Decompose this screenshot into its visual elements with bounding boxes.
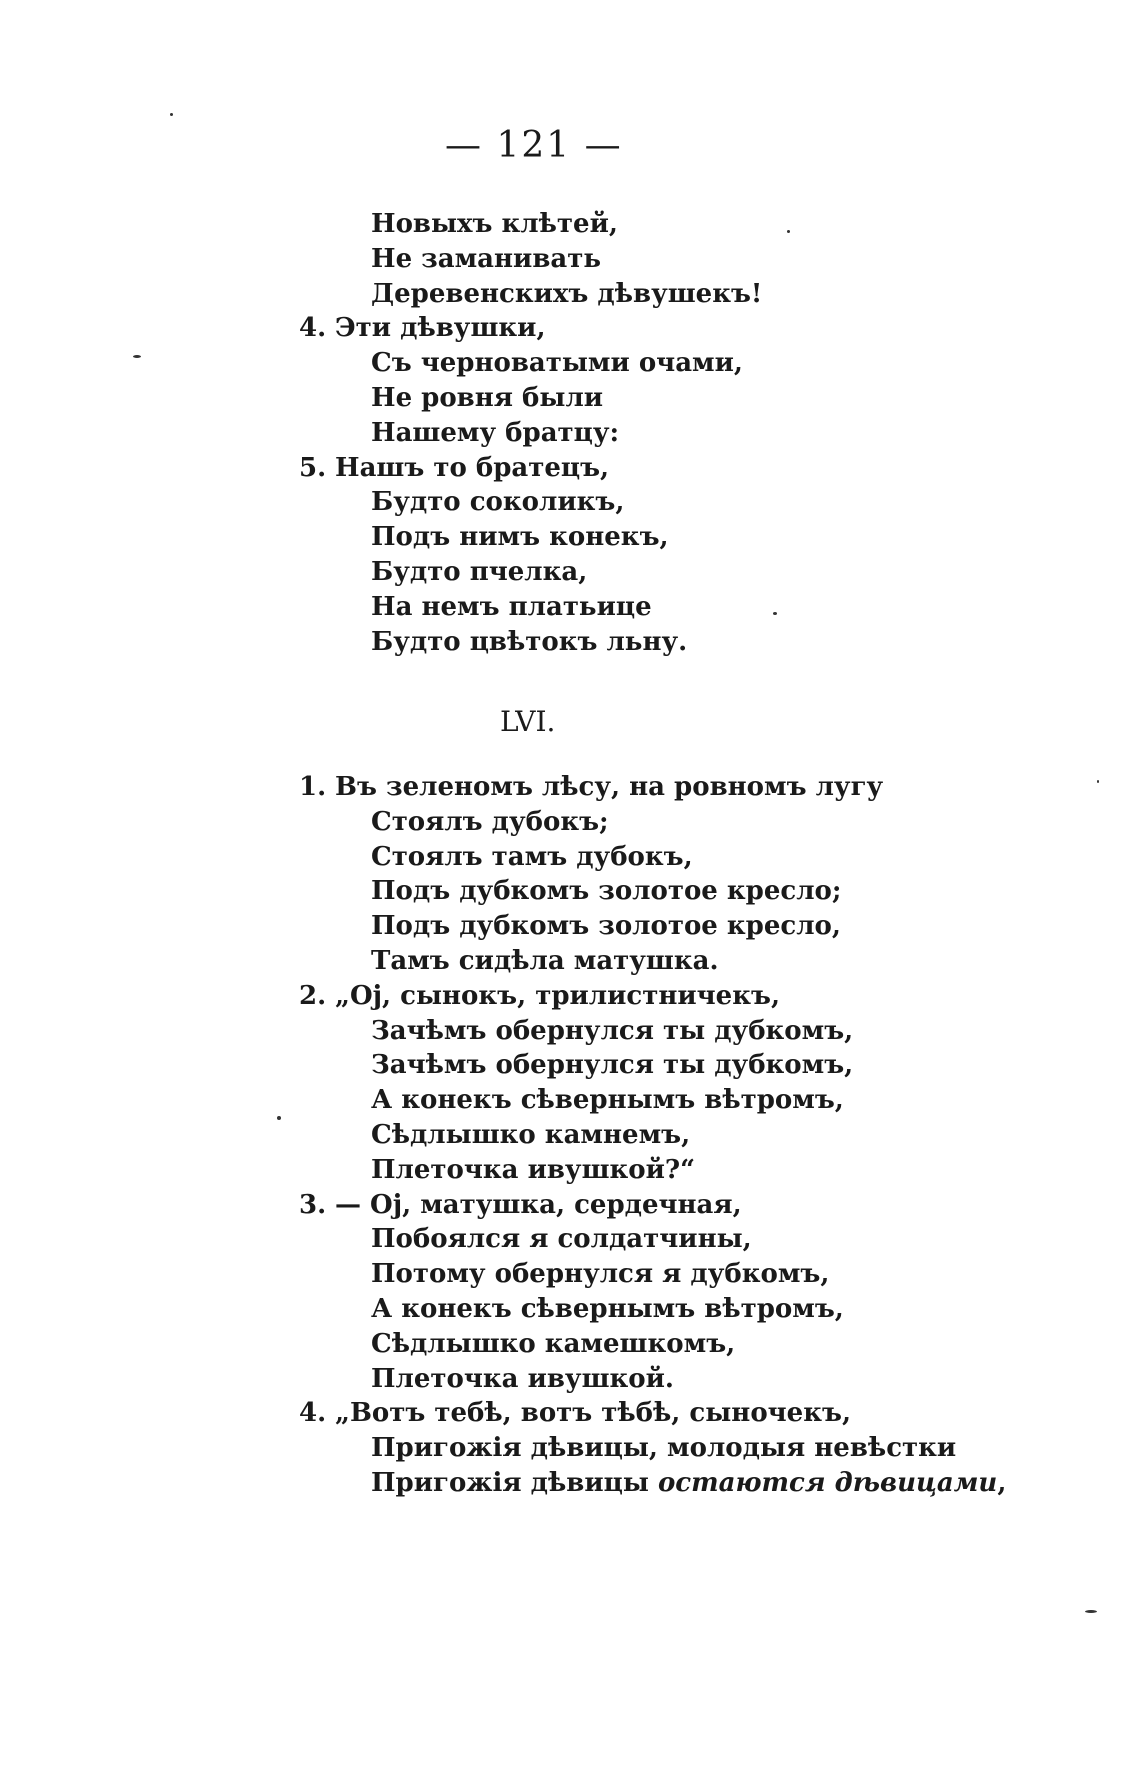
verse-text: Стоялъ дубокъ; [371,806,609,837]
verse-line [335,207,762,242]
verse-line [335,840,956,875]
ink-speck [277,1116,281,1120]
verse-line [335,381,762,416]
verse-line [335,1118,956,1153]
verse-text: „Вотъ тебѣ, вотъ тѣбѣ, сыночекъ, [335,1398,852,1429]
verse-line [299,1396,956,1431]
verse-text: Стоялъ тамъ дубокъ, [371,841,693,872]
ink-speck [787,230,790,233]
verse-text: Будто пчелка, [371,556,588,587]
verse-line [335,1466,1006,1501]
ink-speck [133,355,141,358]
verse-line [335,346,762,381]
verse-text: „Оj, сынокъ, трилистничекъ, [335,980,780,1011]
verse-text: Подъ нимъ конекъ, [371,522,669,553]
verse-text: Не ровня были [371,382,604,413]
ink-speck [1097,780,1099,783]
verse-line [335,416,762,451]
verse-line [335,1153,956,1188]
section-title: LVI. [500,705,556,738]
verse-line [335,277,762,312]
verse-text: Потому обернулся я дубкомъ, [371,1259,830,1290]
verse-number: 3. [299,1189,327,1220]
verse-text: Эти дѣвушки, [335,313,546,344]
verse-line [335,944,956,979]
verse-text: Плеточка ивушкой. [371,1363,674,1394]
verse-text: Нашъ то братецъ, [335,452,610,483]
verse-text: Зачѣмъ обернулся ты дубкомъ, [371,1050,854,1081]
verse-number: 5. [299,452,327,483]
verse-text: Сѣдлышко камешкомъ, [371,1328,736,1359]
verse-text: Подъ дубкомъ золотое кресло, [371,911,841,942]
verse-last-line-wrapper [335,1466,1006,1501]
verse-text: А конекъ сѣвернымъ вѣтромъ, [371,1293,844,1324]
verse-number: 2. [299,980,327,1011]
verse-line [335,1257,956,1292]
verse-line [335,242,762,277]
verse-line [335,1083,956,1118]
verse-line-end: , [997,1468,1007,1498]
verse-line [335,625,762,660]
verse-text: Подъ дубкомъ золотое кресло; [371,876,842,907]
ink-speck [170,113,173,116]
verse-text: Побоялся я солдатчины, [371,1224,752,1255]
verse-number: 4. [299,1398,327,1429]
ink-speck [1085,1610,1097,1613]
verse-line [335,1292,956,1327]
verse-block-continued [299,207,763,659]
verse-line-plain: Пригожія дѣвицы [371,1468,658,1498]
page-number: — 121 — [445,125,623,166]
verse-block-lvi [299,770,957,1466]
verse-line-italic: остаются дѣвицами [657,1468,998,1498]
verse-line [335,520,762,555]
verse-text: Новыхъ клѣтей, [371,209,618,239]
verse-text: Съ черноватыми очами, [371,348,743,379]
verse-text: — Оj, матушка, сердечная, [335,1189,742,1220]
verse-line [299,979,956,1014]
verse-line [335,555,762,590]
verse-number: 4. [299,313,327,344]
verse-text: Тамъ сидѣла матушка. [371,945,719,976]
verse-text: Въ зеленомъ лѣсу, на ровномъ лугу [335,772,884,802]
verse-line [299,1188,956,1223]
verse-line [335,1362,956,1397]
verse-line [299,311,762,346]
verse-line [335,485,762,520]
verse-line [335,1222,956,1257]
verse-text: Сѣдлышко камнемъ, [371,1119,691,1150]
verse-text: Не заманивать [371,243,602,274]
verse-text: Нашему братцу: [371,417,620,448]
verse-line [299,451,762,486]
verse-text: Зачѣмъ обернулся ты дубкомъ, [371,1015,854,1046]
verse-line [335,1327,956,1362]
verse-text: Плеточка ивушкой?“ [371,1154,696,1185]
verse-line [335,1431,956,1466]
verse-text: Будто соколикъ, [371,487,625,518]
verse-text: А конекъ сѣвернымъ вѣтромъ, [371,1085,844,1116]
verse-text: Деревенскихъ дѣвушекъ! [371,278,763,309]
verse-line [335,1048,956,1083]
ink-speck [773,612,777,615]
verse-text: Пригожія дѣвицы, молодыя невѣстки [371,1433,957,1464]
verse-text: На немъ платьице [371,591,652,622]
verse-line [299,770,956,805]
verse-line [335,909,956,944]
verse-text: Будто цвѣтокъ льну. [371,626,688,657]
verse-line [335,874,956,909]
verse-number: 1. [299,772,327,802]
verse-line [335,590,762,625]
verse-line [335,1014,956,1049]
verse-line [335,805,956,840]
